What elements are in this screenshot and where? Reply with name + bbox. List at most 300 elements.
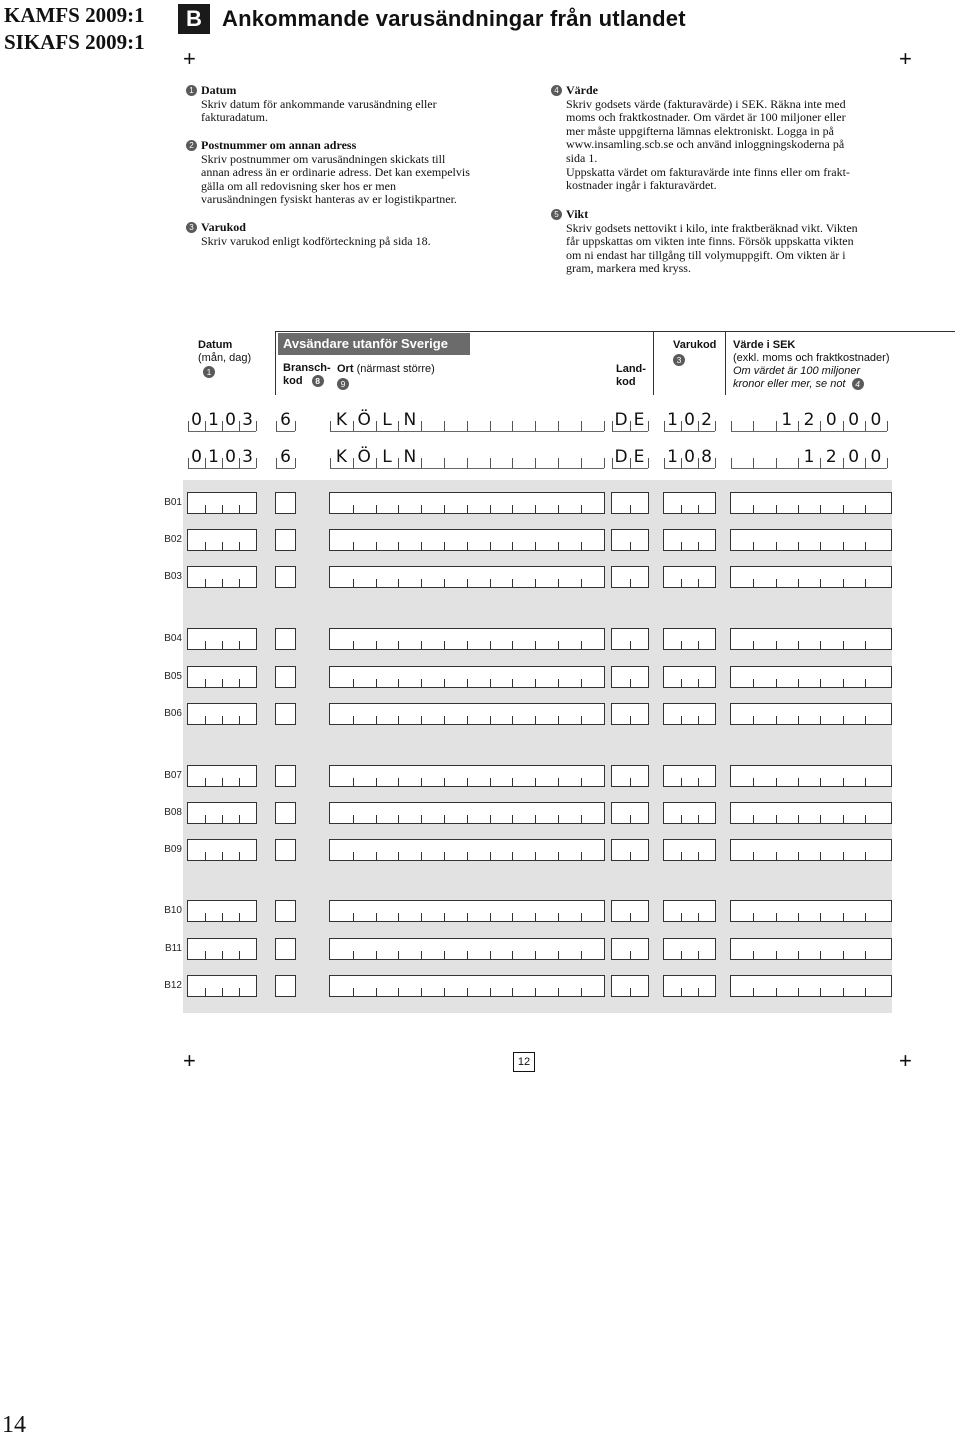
- input-cell[interactable]: [611, 938, 649, 960]
- cell-tick: [698, 778, 699, 786]
- example-baseline: [330, 431, 604, 432]
- input-cell[interactable]: [663, 839, 716, 861]
- cell-tick: [398, 716, 399, 724]
- section-title: Ankommande varusändningar från utlandet: [222, 6, 686, 31]
- input-cell[interactable]: [329, 975, 605, 997]
- instruction-line: Skriv godsets nettovikt i kilo, inte fraktberäknad vikt. Vikten: [566, 220, 858, 235]
- input-cell[interactable]: [187, 839, 257, 861]
- example-tick: [558, 421, 559, 431]
- cell-tick: [776, 579, 777, 587]
- cell-tick: [820, 579, 821, 587]
- cell-tick: [353, 951, 354, 959]
- input-cell[interactable]: [663, 628, 716, 650]
- example-baseline: [731, 431, 887, 432]
- cell-tick: [843, 852, 844, 860]
- cell-tick: [581, 579, 582, 587]
- input-cell[interactable]: [730, 666, 892, 688]
- instruction-line: gälla om all redovisning sker hos er men: [201, 178, 396, 193]
- example-char: N: [403, 447, 417, 467]
- input-cell[interactable]: [730, 529, 892, 551]
- cell-tick: [467, 815, 468, 823]
- cell-tick: [820, 716, 821, 724]
- input-cell[interactable]: [329, 765, 605, 787]
- cell-tick: [798, 641, 799, 649]
- example-baseline: [330, 468, 604, 469]
- cell-tick: [512, 913, 513, 921]
- cell-tick: [467, 913, 468, 921]
- cell-tick: [398, 505, 399, 513]
- cell-tick: [376, 913, 377, 921]
- cell-tick: [630, 505, 631, 513]
- cell-tick: [512, 815, 513, 823]
- cell-tick: [376, 815, 377, 823]
- land-header: [616, 363, 646, 389]
- publication-stamp: [4, 2, 145, 56]
- example-char: 3: [242, 410, 253, 430]
- input-cell[interactable]: [663, 900, 716, 922]
- example-tick: [490, 458, 491, 468]
- example-char: 2: [701, 410, 712, 430]
- cell-tick: [843, 542, 844, 550]
- input-cell[interactable]: [730, 900, 892, 922]
- cell-tick: [239, 679, 240, 687]
- example-char: 0: [684, 447, 695, 467]
- cell-tick: [798, 852, 799, 860]
- cell-tick: [535, 579, 536, 587]
- cell-tick: [398, 951, 399, 959]
- input-cell[interactable]: [730, 802, 892, 824]
- example-tick: [535, 458, 536, 468]
- row-label: B08: [164, 807, 182, 818]
- cell-tick: [753, 852, 754, 860]
- example-baseline: [188, 468, 256, 469]
- input-cell[interactable]: [730, 492, 892, 514]
- cell-tick: [698, 815, 699, 823]
- input-cell[interactable]: [187, 492, 257, 514]
- cell-tick: [843, 951, 844, 959]
- example-char: 1: [667, 447, 678, 467]
- cell-tick: [512, 852, 513, 860]
- cell-tick: [865, 988, 866, 996]
- example-baseline: [612, 431, 648, 432]
- cell-tick: [798, 542, 799, 550]
- input-cell[interactable]: [611, 765, 649, 787]
- example-tick: [887, 421, 888, 431]
- input-cell[interactable]: [663, 975, 716, 997]
- input-cell[interactable]: [187, 666, 257, 688]
- input-cell[interactable]: [275, 492, 296, 514]
- instruction-line: gram, markera med kryss.: [566, 261, 691, 276]
- input-cell[interactable]: [611, 703, 649, 725]
- arrow-right-icon: [906, 448, 932, 468]
- cell-tick: [239, 913, 240, 921]
- cell-tick: [798, 988, 799, 996]
- land-label-2: kod: [616, 376, 636, 388]
- example-baseline: [276, 468, 295, 469]
- cell-tick: [421, 716, 422, 724]
- input-cell[interactable]: [329, 938, 605, 960]
- cell-tick: [820, 852, 821, 860]
- page-number: 14: [2, 1412, 26, 1438]
- cell-tick: [681, 505, 682, 513]
- input-cell[interactable]: [730, 703, 892, 725]
- cell-tick: [681, 579, 682, 587]
- cell-tick: [444, 641, 445, 649]
- input-cell[interactable]: [663, 938, 716, 960]
- cell-tick: [681, 716, 682, 724]
- input-cell[interactable]: [329, 900, 605, 922]
- cell-tick: [421, 679, 422, 687]
- varde-header: [733, 339, 890, 391]
- cell-tick: [512, 951, 513, 959]
- cell-tick: [581, 852, 582, 860]
- example-char: 6: [280, 410, 291, 430]
- row-label: B06: [164, 708, 182, 719]
- cell-tick: [467, 778, 468, 786]
- example-char: K: [335, 410, 347, 430]
- cell-tick: [421, 778, 422, 786]
- cell-tick: [843, 505, 844, 513]
- input-cell[interactable]: [187, 703, 257, 725]
- cell-tick: [581, 913, 582, 921]
- instruction-postnummer: [189, 138, 521, 207]
- cell-tick: [630, 542, 631, 550]
- input-cell[interactable]: [611, 566, 649, 588]
- example-char: Ö: [357, 447, 371, 467]
- input-cell[interactable]: [329, 529, 605, 551]
- cell-tick: [421, 951, 422, 959]
- instruction-heading: Datum: [201, 83, 237, 97]
- cell-tick: [398, 679, 399, 687]
- cell-tick: [353, 988, 354, 996]
- cell-tick: [398, 641, 399, 649]
- input-cell[interactable]: [275, 765, 296, 787]
- cell-tick: [820, 951, 821, 959]
- ort-label: Ort: [337, 363, 354, 375]
- varde-note-2: kronor eller mer, se not: [733, 378, 846, 390]
- cell-tick: [820, 679, 821, 687]
- instruction-line: mer måste uppgifterna lämnas elektroniskt. Logga in på: [566, 123, 834, 138]
- cell-tick: [222, 951, 223, 959]
- input-cell[interactable]: [663, 802, 716, 824]
- cell-tick: [376, 988, 377, 996]
- cell-tick: [222, 815, 223, 823]
- cell-tick: [222, 716, 223, 724]
- cell-tick: [776, 778, 777, 786]
- input-cell[interactable]: [730, 839, 892, 861]
- cell-tick: [376, 542, 377, 550]
- input-cell[interactable]: [663, 529, 716, 551]
- cell-tick: [630, 951, 631, 959]
- row-label: B05: [164, 671, 182, 682]
- cell-tick: [444, 679, 445, 687]
- cell-tick: [239, 778, 240, 786]
- cell-tick: [205, 641, 206, 649]
- cell-tick: [421, 505, 422, 513]
- column-divider: [653, 331, 654, 395]
- input-cell[interactable]: [187, 529, 257, 551]
- cell-tick: [205, 542, 206, 550]
- input-cell[interactable]: [611, 628, 649, 650]
- input-cell[interactable]: [663, 492, 716, 514]
- example-tick: [490, 421, 491, 431]
- column-divider: [725, 331, 726, 395]
- input-cell[interactable]: [329, 703, 605, 725]
- input-cell[interactable]: [611, 839, 649, 861]
- cell-tick: [630, 778, 631, 786]
- stamp-line-2: SIKAFS 2009:1: [4, 30, 145, 54]
- input-cell[interactable]: [275, 666, 296, 688]
- cell-tick: [467, 988, 468, 996]
- section-letter: B: [178, 4, 210, 34]
- input-cell[interactable]: [275, 566, 296, 588]
- cell-tick: [630, 641, 631, 649]
- input-cell[interactable]: [275, 703, 296, 725]
- cell-tick: [535, 913, 536, 921]
- ort-header: [337, 363, 435, 391]
- cell-tick: [490, 542, 491, 550]
- cell-tick: [776, 505, 777, 513]
- example-char: 0: [870, 447, 882, 467]
- example-char: 2: [803, 410, 815, 430]
- cell-tick: [239, 815, 240, 823]
- cell-tick: [467, 679, 468, 687]
- input-cell[interactable]: [275, 802, 296, 824]
- cell-tick: [558, 815, 559, 823]
- cell-tick: [239, 641, 240, 649]
- cell-tick: [581, 988, 582, 996]
- input-cell[interactable]: [187, 802, 257, 824]
- cell-tick: [205, 852, 206, 860]
- bransch-header: [283, 362, 331, 388]
- cell-tick: [698, 988, 699, 996]
- input-cell[interactable]: [187, 628, 257, 650]
- instruction-line: Skriv godsets värde (fakturavärde) i SEK. Räkna inte med: [566, 96, 846, 111]
- input-cell[interactable]: [611, 529, 649, 551]
- datum-sublabel: (mån, dag): [198, 352, 252, 364]
- instruction-heading: Varukod: [201, 220, 246, 234]
- cell-tick: [798, 951, 799, 959]
- number-badge: 4: [852, 378, 864, 390]
- input-cell[interactable]: [730, 975, 892, 997]
- input-cell[interactable]: [611, 802, 649, 824]
- cell-tick: [353, 852, 354, 860]
- cell-tick: [865, 641, 866, 649]
- input-cell[interactable]: [275, 529, 296, 551]
- cell-tick: [490, 815, 491, 823]
- input-cell[interactable]: [730, 566, 892, 588]
- cell-tick: [398, 988, 399, 996]
- cell-tick: [353, 542, 354, 550]
- cell-tick: [512, 679, 513, 687]
- example-char: E: [633, 447, 645, 467]
- instruction-heading: Värde: [566, 83, 598, 97]
- cell-tick: [239, 852, 240, 860]
- input-cell[interactable]: [275, 938, 296, 960]
- example-tick: [444, 458, 445, 468]
- cell-tick: [843, 815, 844, 823]
- input-cell[interactable]: [275, 975, 296, 997]
- input-cell[interactable]: [275, 628, 296, 650]
- cell-tick: [698, 579, 699, 587]
- varukod-label: Varukod: [673, 339, 717, 351]
- row-label: B12: [164, 980, 182, 991]
- cell-tick: [353, 913, 354, 921]
- input-cell[interactable]: [187, 566, 257, 588]
- cell-tick: [698, 679, 699, 687]
- cell-tick: [776, 716, 777, 724]
- input-cell[interactable]: [730, 938, 892, 960]
- cell-tick: [558, 679, 559, 687]
- instruction-line: sida 1.: [566, 150, 598, 165]
- input-cell[interactable]: [663, 765, 716, 787]
- example-tick: [444, 421, 445, 431]
- cell-tick: [820, 505, 821, 513]
- cell-tick: [353, 505, 354, 513]
- number-badge: 3: [186, 222, 197, 233]
- cell-tick: [421, 641, 422, 649]
- cell-tick: [353, 716, 354, 724]
- cell-tick: [843, 778, 844, 786]
- row-label: B09: [164, 844, 182, 855]
- stamp-line-1: KAMFS 2009:1: [4, 3, 145, 27]
- cell-tick: [444, 951, 445, 959]
- cell-tick: [843, 679, 844, 687]
- cell-tick: [205, 505, 206, 513]
- input-cell[interactable]: [187, 765, 257, 787]
- cell-tick: [205, 579, 206, 587]
- bransch-label-2: kod: [283, 375, 303, 387]
- input-cell[interactable]: [329, 802, 605, 824]
- number-badge: 1: [203, 366, 215, 378]
- example-char: N: [403, 410, 417, 430]
- cell-tick: [681, 815, 682, 823]
- cell-tick: [820, 641, 821, 649]
- example-tick: [731, 458, 732, 468]
- example-char: 0: [225, 447, 236, 467]
- example-tick: [512, 421, 513, 431]
- instruction-line: fakturadatum.: [201, 110, 268, 125]
- cell-tick: [205, 679, 206, 687]
- cell-tick: [776, 988, 777, 996]
- cell-tick: [558, 852, 559, 860]
- instruction-line: får uppskattas om vikten inte finns. Försök uppskatta vikten: [566, 234, 854, 249]
- cell-tick: [222, 579, 223, 587]
- cell-tick: [421, 988, 422, 996]
- datum-label: Datum: [198, 339, 233, 351]
- cell-tick: [376, 679, 377, 687]
- input-cell[interactable]: [275, 900, 296, 922]
- bransch-label: Bransch-: [283, 362, 331, 374]
- instruction-line: moms och fraktkostnader. Om värdet är 100 miljoner eller: [566, 110, 846, 125]
- row-label: B02: [164, 534, 182, 545]
- cell-tick: [776, 542, 777, 550]
- cell-tick: [820, 913, 821, 921]
- cell-tick: [490, 579, 491, 587]
- input-cell[interactable]: [730, 765, 892, 787]
- input-cell[interactable]: [329, 839, 605, 861]
- example-baseline: [612, 468, 648, 469]
- cell-tick: [753, 815, 754, 823]
- input-cell[interactable]: [329, 666, 605, 688]
- cell-tick: [398, 579, 399, 587]
- input-cell[interactable]: [329, 628, 605, 650]
- example-char: 0: [870, 410, 882, 430]
- cell-tick: [865, 505, 866, 513]
- cell-tick: [222, 641, 223, 649]
- row-label: B11: [164, 943, 182, 954]
- cell-tick: [630, 988, 631, 996]
- input-cell[interactable]: [611, 492, 649, 514]
- cell-tick: [490, 913, 491, 921]
- cell-tick: [535, 505, 536, 513]
- input-cell[interactable]: [187, 900, 257, 922]
- cell-tick: [535, 778, 536, 786]
- instruction-heading: Postnummer om annan adress: [201, 138, 357, 152]
- input-cell[interactable]: [187, 938, 257, 960]
- cell-tick: [753, 716, 754, 724]
- cell-tick: [398, 778, 399, 786]
- cell-tick: [239, 951, 240, 959]
- cell-tick: [444, 579, 445, 587]
- input-cell[interactable]: [329, 492, 605, 514]
- input-cell[interactable]: [611, 975, 649, 997]
- cell-tick: [630, 852, 631, 860]
- cell-tick: [820, 988, 821, 996]
- instruction-datum: [189, 83, 511, 125]
- example-tick: [581, 458, 582, 468]
- form-area: [183, 480, 892, 1013]
- cell-tick: [865, 951, 866, 959]
- cell-tick: [535, 641, 536, 649]
- cell-tick: [490, 679, 491, 687]
- input-cell[interactable]: [329, 566, 605, 588]
- cell-tick: [535, 716, 536, 724]
- input-cell[interactable]: [663, 666, 716, 688]
- cell-tick: [843, 913, 844, 921]
- cell-tick: [239, 579, 240, 587]
- cell-tick: [865, 579, 866, 587]
- example-baseline: [664, 468, 715, 469]
- cell-tick: [843, 641, 844, 649]
- cell-tick: [753, 679, 754, 687]
- cell-tick: [681, 913, 682, 921]
- input-cell[interactable]: [663, 703, 716, 725]
- cell-tick: [490, 988, 491, 996]
- input-cell[interactable]: [663, 566, 716, 588]
- input-cell[interactable]: [611, 666, 649, 688]
- example-char: 0: [684, 410, 695, 430]
- example-char: 1: [781, 410, 793, 430]
- cell-tick: [490, 716, 491, 724]
- input-cell[interactable]: [187, 975, 257, 997]
- cell-tick: [681, 951, 682, 959]
- cell-tick: [353, 815, 354, 823]
- cell-tick: [581, 778, 582, 786]
- input-cell[interactable]: [275, 839, 296, 861]
- cell-tick: [467, 641, 468, 649]
- cell-tick: [581, 815, 582, 823]
- instruction-line: www.insamling.scb.se och använd inloggningskoderna på: [566, 137, 845, 152]
- input-cell[interactable]: [611, 900, 649, 922]
- number-badge: 9: [337, 378, 349, 390]
- cell-tick: [444, 815, 445, 823]
- cell-tick: [753, 505, 754, 513]
- instruction-line: Uppskatta värdet om fakturavärde inte finns eller om frakt-: [566, 164, 850, 179]
- cell-tick: [820, 815, 821, 823]
- cell-tick: [467, 951, 468, 959]
- input-cell[interactable]: [730, 628, 892, 650]
